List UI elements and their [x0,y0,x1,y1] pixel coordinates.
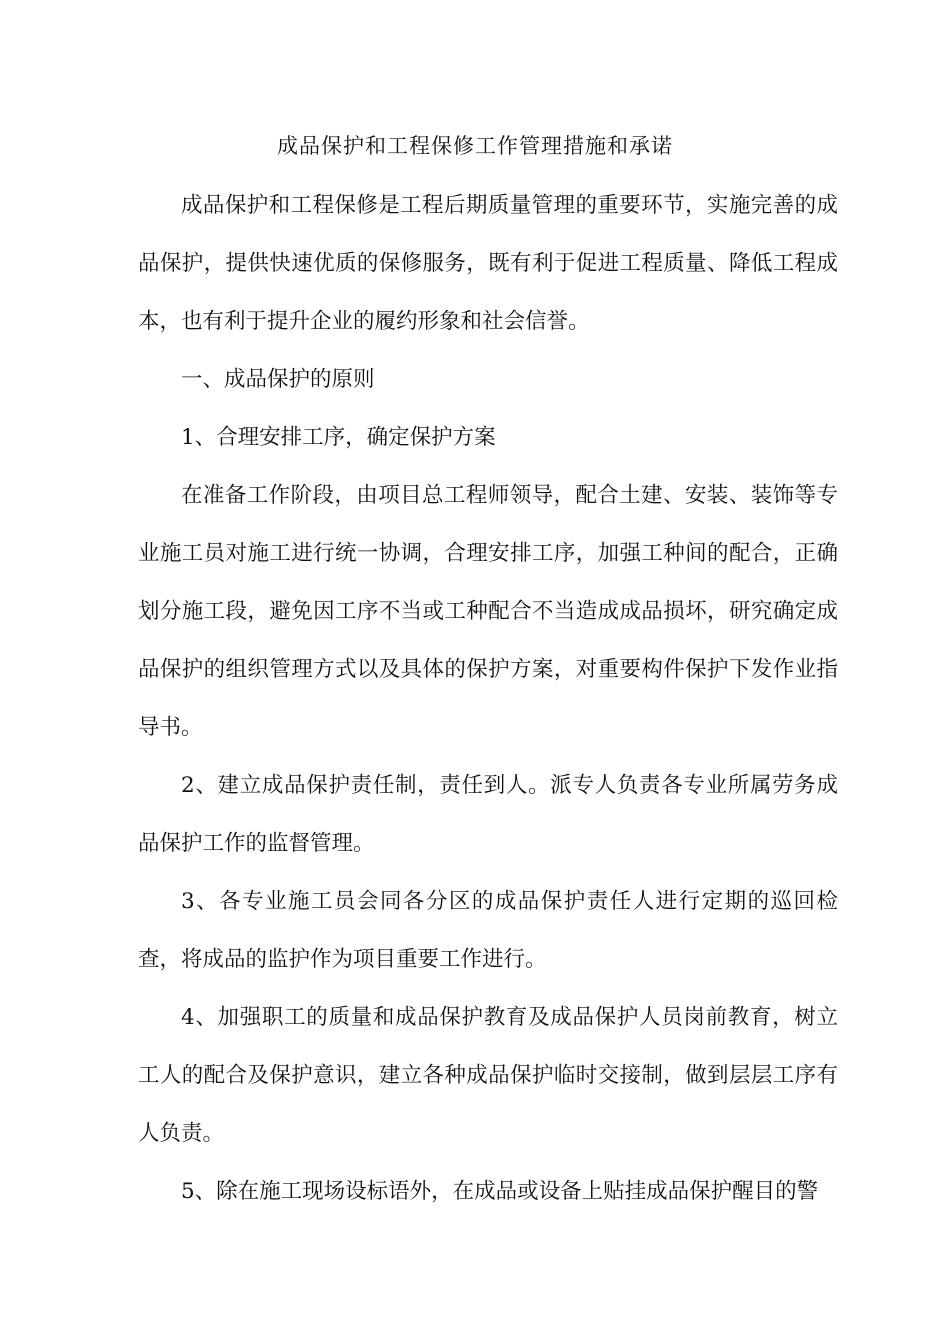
item-heading-1: 1、合理安排工序，确定保护方案 [181,425,496,450]
paragraph-item-4: 4、加强职工的质量和成品保护教育及成品保护人员岗前教育，树立工人的配合及保护意识，建立各种成品保护临时交接制，做到层层工序有人负责。 [138,1005,838,1146]
document-title: 成品保护和工程保修工作管理措施和承诺 [277,134,673,158]
section-heading-principles: 一、成品保护的原则 [181,367,375,392]
paragraph-item-2: 2、建立成品保护责任制，责任到人。派专人负责各专业所属劳务成品保护工作的监督管理。 [138,773,838,856]
paragraph-intro: 成品保护和工程保修是工程后期质量管理的重要环节，实施完善的成品保护，提供快速优质的保修服务，既有利于促进工程质量、降低工程成本，也有利于提升企业的履约形象和社会信誉。 [138,193,838,334]
paragraph-item-3: 3、各专业施工员会同各分区的成品保护责任人进行定期的巡回检查，将成品的监护作为项目重要工作进行。 [138,889,838,972]
paragraph-preparation: 在准备工作阶段，由项目总工程师领导，配合土建、安装、装饰等专业施工员对施工进行统一协调，合理安排工序，加强工种间的配合，正确划分施工段，避免因工序不当或工种配合不当造成成品损坏，研究确定成品保护的组织管理方式以及具体的保护方案，对重要构件保护下发作业指导书。 [138,483,838,740]
paragraph-item-5: 5、除在施工现场设标语外，在成品或设备上贴挂成品保护醒目的警 [181,1179,819,1204]
